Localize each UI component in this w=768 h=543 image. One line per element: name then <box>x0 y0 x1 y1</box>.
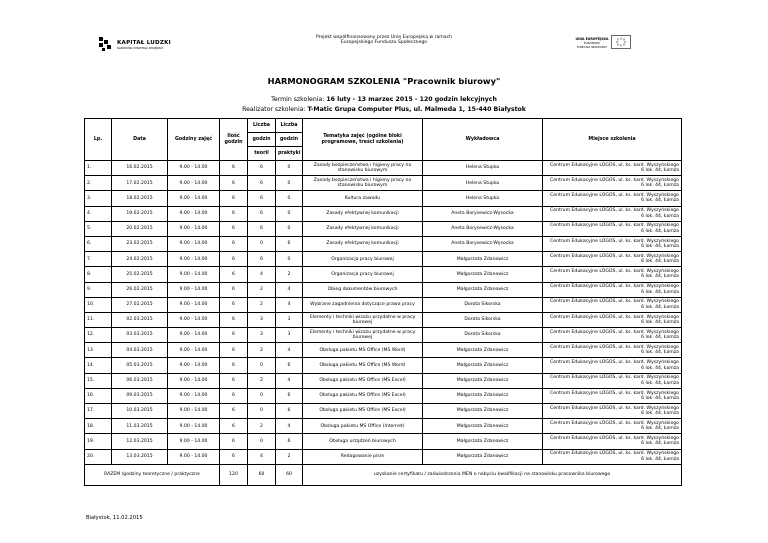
cell-total: 6 <box>220 358 248 373</box>
eu-logo-line-3: FUNDUSZ SPOŁECZNY <box>577 45 607 49</box>
cell-hours: 9.00 - 14.00 <box>168 449 220 464</box>
cell-topic: Elementy i techniki wizażu przydatne w pracy biurowej <box>303 328 423 343</box>
location-line-2: 6 lok. 44, Łomża <box>641 198 679 204</box>
summary-label: RAZEM /godziny teoretyczne / praktyczne <box>85 464 220 485</box>
location-line-1: Centrum Edukacyjne LOGOS, ul. ks. kard. Wyszyńskiego <box>550 360 679 366</box>
cell-total: 6 <box>220 161 248 176</box>
header-practice-mid: godzin <box>276 133 303 147</box>
cell-topic: Zasady efektywnej komunikacji <box>303 206 423 221</box>
location-line-1: Centrum Edukacyjne LOGOS, ul. ks. kard. Wyszyńskiego <box>550 162 679 168</box>
kapital-ludzki-emblem-icon <box>96 35 114 53</box>
cell-practice: 0 <box>276 161 303 176</box>
table-row <box>85 191 682 206</box>
cell-topic: Elementy i techniki wizażu przydatne w pracy biurowej <box>303 312 423 327</box>
cell-theory: 0 <box>248 434 276 449</box>
header-hours: Godziny zajęć <box>168 119 220 161</box>
cell-total: 6 <box>220 191 248 206</box>
cell-location <box>543 267 682 282</box>
summary-note: uzyskanie certyfikatu / zaświadczenia MEN o nabyciu kwalifikacji na stanowisku pracownika biurowego <box>303 464 682 485</box>
cell-lecturer: Małgorzata Zdanowicz <box>423 434 543 449</box>
place-date: Białystok, 11.02.2015 <box>86 515 143 521</box>
cell-lecturer: Małgorzata Zdanowicz <box>423 267 543 282</box>
location-line-2: 6 lok. 44, Łomża <box>641 274 679 280</box>
cell-total: 6 <box>220 404 248 419</box>
cell-lecturer: Małgorzata Zdanowicz <box>423 419 543 434</box>
cell-lp: 4. <box>85 206 112 221</box>
cell-lecturer: Małgorzata Zdanowicz <box>423 404 543 419</box>
training-dates-label: Termin szkolenia: <box>271 96 327 103</box>
funding-line-1: Projekt współfinansowany przez Unię Europejską w ramach <box>315 35 453 40</box>
cell-lp: 20. <box>85 449 112 464</box>
cell-theory: 6 <box>248 161 276 176</box>
table-row <box>85 343 682 358</box>
table-row <box>85 161 682 176</box>
eu-logo-line-2: EUROPEJSKI <box>583 41 601 45</box>
cell-lp: 13. <box>85 343 112 358</box>
cell-lp: 16. <box>85 388 112 403</box>
training-provider-value: T-Matic Grupa Computer Plus, ul. Malmeda 1, 15-440 Białystok <box>307 106 526 113</box>
cell-date: 16.02.2015 <box>112 161 168 176</box>
cell-hours: 9.00 - 14.00 <box>168 373 220 388</box>
location-line-2: 6 lok. 44, Łomża <box>641 319 679 325</box>
summary-row <box>85 464 682 485</box>
cell-date: 11.03.2015 <box>112 419 168 434</box>
cell-topic: Redagowanie pism <box>303 449 423 464</box>
location-line-2: 6 lok. 44, Łomża <box>641 183 679 189</box>
cell-total: 6 <box>220 434 248 449</box>
summary-practice: 60 <box>276 464 303 485</box>
cell-lp: 9. <box>85 282 112 297</box>
cell-total: 6 <box>220 373 248 388</box>
cell-date: 20.02.2015 <box>112 221 168 236</box>
table-row <box>85 312 682 327</box>
cell-hours: 9.00 - 14.00 <box>168 328 220 343</box>
cell-total: 6 <box>220 449 248 464</box>
cell-topic: Obsługa pakietu MS Office (MS Word) <box>303 343 423 358</box>
cell-date: 12.03.2015 <box>112 434 168 449</box>
location-line-1: Centrum Edukacyjne LOGOS, ul. ks. kard. Wyszyńskiego <box>550 344 679 350</box>
table-row <box>85 297 682 312</box>
cell-theory: 0 <box>248 358 276 373</box>
cell-location <box>543 449 682 464</box>
cell-hours: 9.00 - 14.00 <box>168 358 220 373</box>
location-line-2: 6 lok. 44, Łomża <box>641 411 679 417</box>
cell-lp: 3. <box>85 191 112 206</box>
cell-practice: 3 <box>276 312 303 327</box>
cell-practice: 2 <box>276 267 303 282</box>
cell-practice: 6 <box>276 434 303 449</box>
cell-total: 6 <box>220 176 248 191</box>
cell-practice: 4 <box>276 343 303 358</box>
location-line-2: 6 lok. 44, Łomża <box>641 350 679 356</box>
header-lp: Lp. <box>85 119 112 161</box>
cell-lp: 6. <box>85 236 112 251</box>
cell-practice: 0 <box>276 206 303 221</box>
cell-theory: 0 <box>248 404 276 419</box>
cell-hours: 9.00 - 14.00 <box>168 388 220 403</box>
training-provider-label: Realizator szkolenia: <box>242 106 308 113</box>
cell-topic: Zasady bezpieczeństwa i higieny pracy na stanowisku biurowym <box>303 176 423 191</box>
cell-practice: 2 <box>276 449 303 464</box>
cell-date: 27.02.2015 <box>112 297 168 312</box>
cell-lp: 2. <box>85 176 112 191</box>
cell-practice: 4 <box>276 419 303 434</box>
location-line-1: Centrum Edukacyjne LOGOS, ul. ks. kard. Wyszyńskiego <box>550 375 679 381</box>
cell-lp: 7. <box>85 252 112 267</box>
eu-logo-line-1: UNIA EUROPEJSKA <box>575 37 609 41</box>
table-row <box>85 373 682 388</box>
cell-lecturer: Dorota Sikorska <box>423 312 543 327</box>
cell-hours: 9.00 - 14.00 <box>168 252 220 267</box>
location-line-1: Centrum Edukacyjne LOGOS, ul. ks. kard. Wyszyńskiego <box>550 238 679 244</box>
cell-date: 04.03.2015 <box>112 343 168 358</box>
table-row <box>85 206 682 221</box>
schedule-body <box>85 161 682 465</box>
cell-theory: 3 <box>248 328 276 343</box>
cell-lecturer: Małgorzata Zdanowicz <box>423 373 543 388</box>
table-row <box>85 358 682 373</box>
cell-lecturer: Helena Stupka <box>423 161 543 176</box>
training-dates-value: 16 luty - 13 marzec 2015 - 120 godzin lekcyjnych <box>326 96 497 103</box>
cell-theory: 6 <box>248 206 276 221</box>
cell-lp: 17. <box>85 404 112 419</box>
cell-theory: 2 <box>248 343 276 358</box>
cell-theory: 2 <box>248 297 276 312</box>
location-line-1: Centrum Edukacyjne LOGOS, ul. ks. kard. Wyszyńskiego <box>550 193 679 199</box>
cell-date: 03.03.2015 <box>112 328 168 343</box>
cell-practice: 6 <box>276 358 303 373</box>
cell-lecturer: Aneta Borysewicz-Wysocka <box>423 221 543 236</box>
header-theory-top: Liczba <box>248 119 276 133</box>
cell-theory: 6 <box>248 221 276 236</box>
cell-topic: Obsługa pakietu MS Office (MS Excel) <box>303 404 423 419</box>
cell-location <box>543 343 682 358</box>
location-line-2: 6 lok. 44, Łomża <box>641 168 679 174</box>
cell-topic: Zasady bezpieczeństwa i higieny pracy na stanowisku biurowym <box>303 161 423 176</box>
header-practice-top: Liczba <box>276 119 303 133</box>
cell-hours: 9.00 - 14.00 <box>168 206 220 221</box>
document-title: HARMONOGRAM SZKOLENIA "Pracownik biurowy" <box>267 76 501 86</box>
location-line-2: 6 lok. 44, Łomża <box>641 426 679 432</box>
table-row <box>85 282 682 297</box>
cell-date: 24.02.2015 <box>112 252 168 267</box>
cell-practice: 0 <box>276 176 303 191</box>
cell-hours: 9.00 - 14.00 <box>168 221 220 236</box>
header-location: Miejsce szkolenia <box>543 119 682 161</box>
location-line-1: Centrum Edukacyjne LOGOS, ul. ks. kard. Wyszyńskiego <box>550 436 679 442</box>
header-topic: Tematyka zajęć (ogólne bloki programowe, treści szkolenia) <box>303 119 423 161</box>
cell-total: 6 <box>220 388 248 403</box>
cell-location <box>543 252 682 267</box>
cell-date: 05.03.2015 <box>112 358 168 373</box>
cell-date: 26.02.2015 <box>112 282 168 297</box>
cell-hours: 9.00 - 14.00 <box>168 191 220 206</box>
cell-location <box>543 191 682 206</box>
cell-total: 6 <box>220 343 248 358</box>
cell-theory: 6 <box>248 191 276 206</box>
cell-topic: Organizacja pracy biurowej <box>303 267 423 282</box>
cell-location <box>543 221 682 236</box>
cell-topic: Obsługa urządzeń biurowych <box>303 434 423 449</box>
cell-location <box>543 328 682 343</box>
cell-lp: 11. <box>85 312 112 327</box>
header-practice-bottom: praktyki <box>276 147 303 161</box>
cell-lp: 5. <box>85 221 112 236</box>
cell-hours: 9.00 - 14.00 <box>168 161 220 176</box>
cell-hours: 9.00 - 14.00 <box>168 343 220 358</box>
cell-practice: 4 <box>276 373 303 388</box>
cell-lp: 15. <box>85 373 112 388</box>
cell-date: 13.03.2015 <box>112 449 168 464</box>
cell-total: 6 <box>220 267 248 282</box>
cell-location <box>543 161 682 176</box>
cell-location <box>543 434 682 449</box>
cell-total: 6 <box>220 328 248 343</box>
cell-topic: Zasady efektywnej komunikacji <box>303 221 423 236</box>
table-row <box>85 252 682 267</box>
location-line-2: 6 lok. 44, Łomża <box>641 365 679 371</box>
cell-lp: 1. <box>85 161 112 176</box>
cell-lp: 10. <box>85 297 112 312</box>
cell-location <box>543 176 682 191</box>
location-line-1: Centrum Edukacyjne LOGOS, ul. ks. kard. Wyszyńskiego <box>550 420 679 426</box>
training-dates <box>0 96 768 103</box>
cell-topic: Obsługa pakietu MS Office (MS Excel) <box>303 388 423 403</box>
cell-lp: 19. <box>85 434 112 449</box>
location-line-1: Centrum Edukacyjne LOGOS, ul. ks. kard. Wyszyńskiego <box>550 329 679 335</box>
cell-date: 19.02.2015 <box>112 206 168 221</box>
location-line-1: Centrum Edukacyjne LOGOS, ul. ks. kard. Wyszyńskiego <box>550 269 679 274</box>
cell-lecturer: Dorota Sikorska <box>423 297 543 312</box>
cell-location <box>543 404 682 419</box>
logo-left-subtitle: NARODOWA STRATEGIA SPÓJNOŚCI <box>117 47 163 50</box>
cell-total: 6 <box>220 236 248 251</box>
location-line-2: 6 lok. 44, Łomża <box>641 289 679 295</box>
cell-total: 6 <box>220 297 248 312</box>
cell-lp: 14. <box>85 358 112 373</box>
cell-lecturer: Małgorzata Zdanowicz <box>423 252 543 267</box>
cell-location <box>543 206 682 221</box>
cell-practice: 0 <box>276 252 303 267</box>
cell-location <box>543 282 682 297</box>
summary-total: 120 <box>220 464 248 485</box>
table-row <box>85 221 682 236</box>
cell-lecturer: Małgorzata Zdanowicz <box>423 343 543 358</box>
location-line-2: 6 lok. 44, Łomża <box>641 213 679 219</box>
cell-theory: 2 <box>248 373 276 388</box>
cell-date: 25.02.2015 <box>112 267 168 282</box>
cell-lecturer: Aneta Borysewicz-Wysocka <box>423 236 543 251</box>
cell-location <box>543 358 682 373</box>
cell-date: 10.03.2015 <box>112 404 168 419</box>
cell-topic: Wybrane zagadnienia dotyczące prawa pracy <box>303 297 423 312</box>
cell-practice: 3 <box>276 328 303 343</box>
cell-practice: 0 <box>276 191 303 206</box>
header-total-hours: Ilość godzin <box>220 119 248 161</box>
location-line-1: Centrum Edukacyjne LOGOS, ul. ks. kard. Wyszyńskiego <box>550 299 679 305</box>
cell-hours: 9.00 - 14.00 <box>168 267 220 282</box>
cell-hours: 9.00 - 14.00 <box>168 236 220 251</box>
funding-line-2: Europejskiego Funduszu Społecznego <box>340 40 428 46</box>
location-line-2: 6 lok. 44, Łomża <box>641 456 679 462</box>
cell-hours: 9.00 - 14.00 <box>168 404 220 419</box>
location-line-2: 6 lok. 44, Łomża <box>641 441 679 447</box>
header-theory-mid: godzin <box>248 133 276 147</box>
cell-theory: 4 <box>248 267 276 282</box>
cell-location <box>543 388 682 403</box>
cell-lecturer: Helena Stupka <box>423 191 543 206</box>
location-line-2: 6 lok. 44, Łomża <box>641 335 679 341</box>
location-line-1: Centrum Edukacyjne LOGOS, ul. ks. kard. Wyszyńskiego <box>550 253 679 259</box>
cell-total: 6 <box>220 206 248 221</box>
cell-date: 02.03.2015 <box>112 312 168 327</box>
logo-left-name: KAPITAŁ LUDZKI <box>117 40 171 46</box>
location-line-2: 6 lok. 44, Łomża <box>641 395 679 401</box>
cell-practice: 4 <box>276 282 303 297</box>
cell-location <box>543 373 682 388</box>
location-line-2: 6 lok. 44, Łomża <box>641 244 679 250</box>
location-line-1: Centrum Edukacyjne LOGOS, ul. ks. kard. Wyszyńskiego <box>550 390 679 396</box>
cell-date: 06.03.2015 <box>112 373 168 388</box>
eu-flag-icon <box>611 35 631 49</box>
header-lecturer: Wykładowca <box>423 119 543 161</box>
cell-total: 6 <box>220 419 248 434</box>
cell-location <box>543 419 682 434</box>
cell-theory: 0 <box>248 388 276 403</box>
table-header-row <box>85 119 682 133</box>
table-row <box>85 404 682 419</box>
cell-lecturer: Małgorzata Zdanowicz <box>423 282 543 297</box>
cell-hours: 9.00 - 14.00 <box>168 312 220 327</box>
cell-hours: 9.00 - 14.00 <box>168 434 220 449</box>
cell-topic: Obsługa pakietu MS Office (Internet) <box>303 419 423 434</box>
cell-total: 6 <box>220 312 248 327</box>
table-row <box>85 176 682 191</box>
cell-lp: 18. <box>85 419 112 434</box>
cell-theory: 3 <box>248 312 276 327</box>
location-line-1: Centrum Edukacyjne LOGOS, ul. ks. kard. Wyszyńskiego <box>550 284 679 290</box>
cell-topic: Obsługa pakietu MS Office (MS Excel) <box>303 373 423 388</box>
cell-topic: Obsługa pakietu MS Office (MS Word) <box>303 358 423 373</box>
schedule-table <box>84 118 682 486</box>
table-row <box>85 419 682 434</box>
cell-date: 09.03.2015 <box>112 388 168 403</box>
cell-hours: 9.00 - 14.00 <box>168 282 220 297</box>
location-line-1: Centrum Edukacyjne LOGOS, ul. ks. kard. Wyszyńskiego <box>550 405 679 411</box>
cell-theory: 4 <box>248 449 276 464</box>
cell-lecturer: Dorota Sikorska <box>423 328 543 343</box>
training-provider <box>0 106 768 113</box>
location-line-1: Centrum Edukacyjne LOGOS, ul. ks. kard. Wyszyńskiego <box>550 314 679 320</box>
location-line-2: 6 lok. 44, Łomża <box>641 380 679 386</box>
cell-lp: 12. <box>85 328 112 343</box>
cell-theory: 6 <box>248 176 276 191</box>
header-theory-bottom: teorii <box>248 147 276 161</box>
table-row <box>85 434 682 449</box>
cell-practice: 6 <box>276 388 303 403</box>
cell-practice: 6 <box>276 404 303 419</box>
cell-theory: 6 <box>248 252 276 267</box>
cell-location <box>543 297 682 312</box>
eu-logo-text <box>575 37 609 49</box>
location-line-1: Centrum Edukacyjne LOGOS, ul. ks. kard. Wyszyńskiego <box>550 451 679 457</box>
location-line-1: Centrum Edukacyjne LOGOS, ul. ks. kard. Wyszyńskiego <box>550 177 679 183</box>
cell-theory: 2 <box>248 419 276 434</box>
table-row <box>85 328 682 343</box>
cell-date: 23.02.2015 <box>112 236 168 251</box>
cell-lecturer: Helena Stupka <box>423 176 543 191</box>
location-line-2: 6 lok. 44, Łomża <box>641 304 679 310</box>
cell-practice: 4 <box>276 297 303 312</box>
location-line-1: Centrum Edukacyjne LOGOS, ul. ks. kard. Wyszyńskiego <box>550 223 679 229</box>
cell-topic: Kultura zawodu <box>303 191 423 206</box>
cell-total: 6 <box>220 221 248 236</box>
table-row <box>85 236 682 251</box>
cell-total: 6 <box>220 252 248 267</box>
cell-topic: Obieg dokumentów biurowych <box>303 282 423 297</box>
cell-total: 6 <box>220 282 248 297</box>
cell-lecturer: Aneta Borysewicz-Wysocka <box>423 206 543 221</box>
table-row <box>85 388 682 403</box>
cell-hours: 9.00 - 14.00 <box>168 297 220 312</box>
cell-topic: Zasady efektywnej komunikacji <box>303 236 423 251</box>
table-row <box>85 267 682 282</box>
cell-location <box>543 236 682 251</box>
location-line-1: Centrum Edukacyjne LOGOS, ul. ks. kard. Wyszyńskiego <box>550 208 679 214</box>
cell-practice: 0 <box>276 221 303 236</box>
eu-logo <box>575 33 630 57</box>
location-line-2: 6 lok. 44, Łomża <box>641 228 679 234</box>
cell-lecturer: Małgorzata Zdanowicz <box>423 449 543 464</box>
location-line-2: 6 lok. 44, Łomża <box>641 259 679 265</box>
cell-hours: 9.00 - 14.00 <box>168 176 220 191</box>
cell-lecturer: Małgorzata Zdanowicz <box>423 388 543 403</box>
cell-lp: 8. <box>85 267 112 282</box>
cell-location <box>543 312 682 327</box>
header-date: Data <box>112 119 168 161</box>
cell-date: 18.02.2015 <box>112 191 168 206</box>
summary-theory: 60 <box>248 464 276 485</box>
cell-topic: Organizacja pracy biurowej <box>303 252 423 267</box>
kapital-ludzki-logo <box>96 32 178 56</box>
cell-hours: 9.00 - 14.00 <box>168 419 220 434</box>
cell-practice: 6 <box>276 236 303 251</box>
cell-theory: 2 <box>248 282 276 297</box>
table-row <box>85 449 682 464</box>
cell-date: 17.02.2015 <box>112 176 168 191</box>
cell-theory: 0 <box>248 236 276 251</box>
cell-lecturer: Małgorzata Zdanowicz <box>423 358 543 373</box>
